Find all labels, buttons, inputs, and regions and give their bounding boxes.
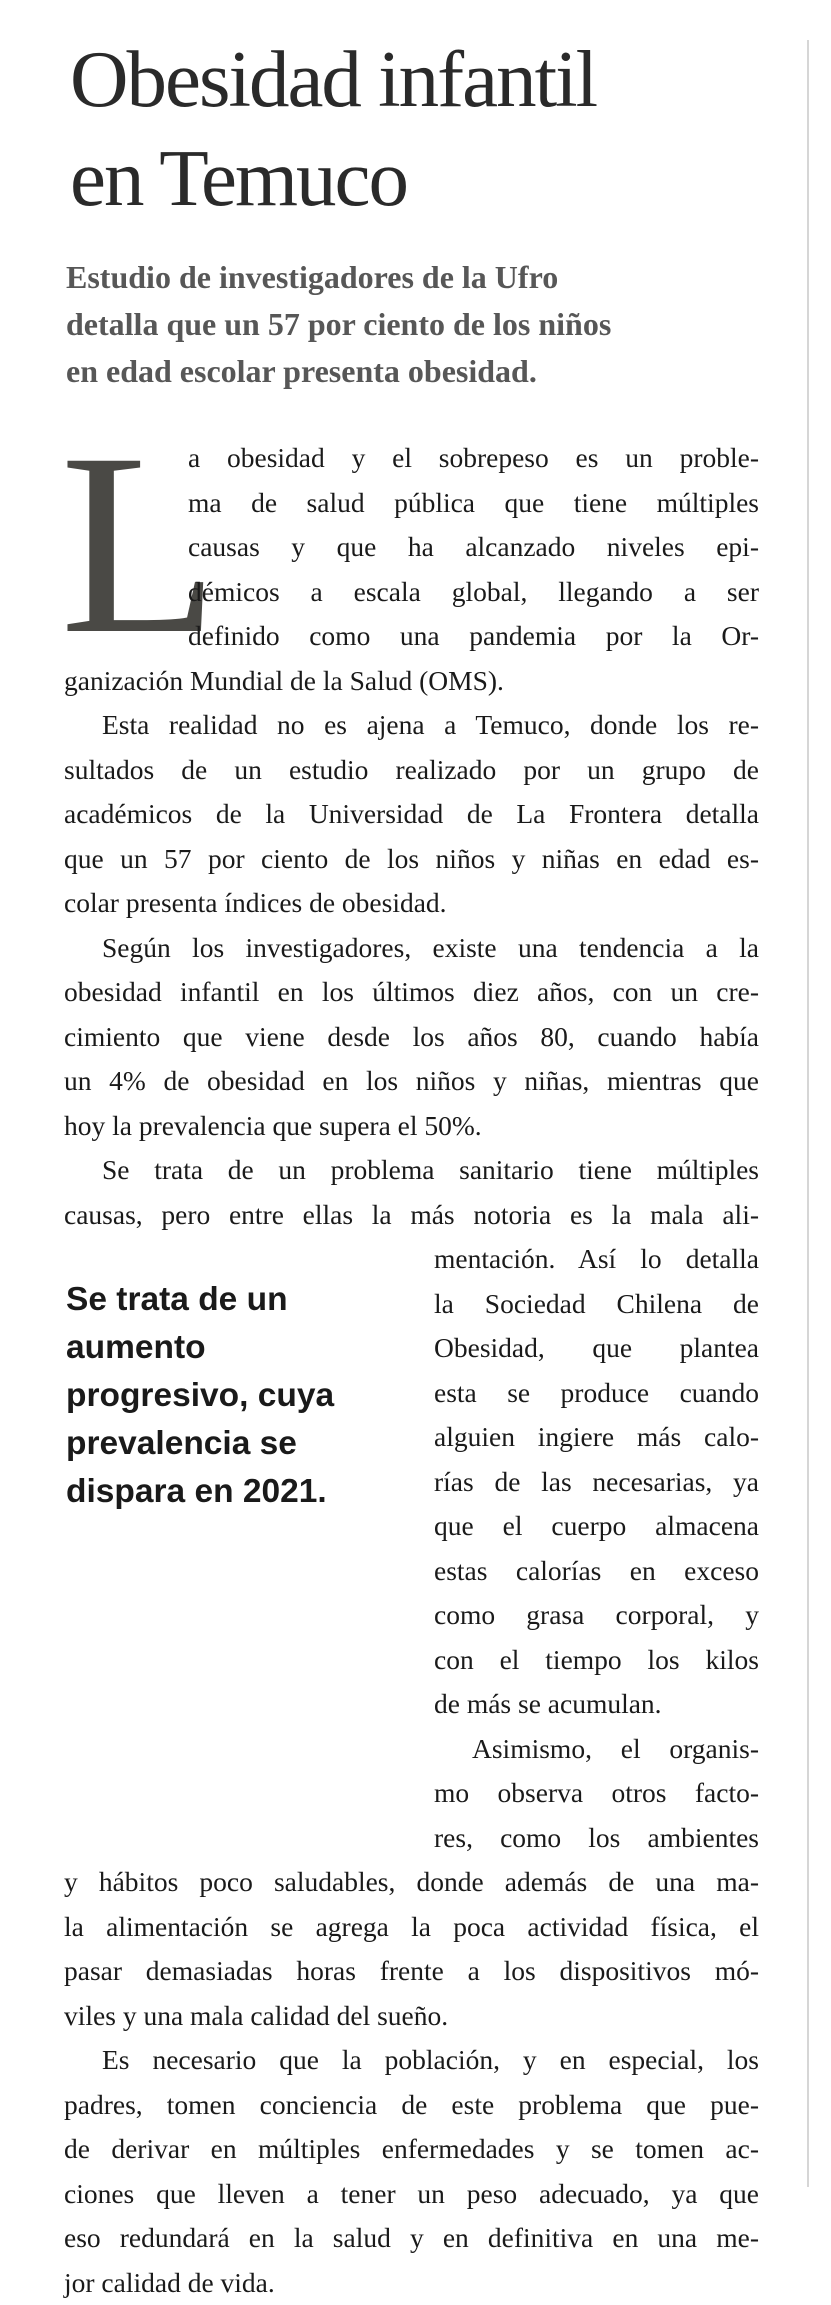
body-line: hoy la prevalencia que supera el 50%. (64, 1104, 759, 1149)
body-line: académicos de la Universidad de La Frontera detalla (64, 792, 759, 837)
drop-cap: L (60, 446, 230, 642)
body-line: Se trata de un problema sanitario tiene múltiples (64, 1148, 759, 1193)
body-line: pasar demasiadas horas frente a los dispositivos mó- (64, 1949, 759, 1994)
body-line: la alimentación se agrega la poca actividad física, el (64, 1905, 759, 1950)
body-line: mentación. Así lo detalla (64, 1237, 759, 1282)
pull-quote-line: aumento (66, 1324, 386, 1372)
body-line: Obesidad, que plantea (64, 1326, 759, 1371)
column-divider (807, 40, 809, 2187)
pull-quote-line: Se trata de un (66, 1276, 386, 1324)
body-line: colar presenta índices de obesidad. (64, 881, 759, 926)
body-line: mo observa otros facto- (64, 1771, 759, 1816)
body-line: un 4% de obesidad en los niños y niñas, mientras que (64, 1059, 759, 1104)
subheadline (66, 254, 786, 395)
headline-line: Obesidad infantil (70, 30, 790, 129)
body-line: sultados de un estudio realizado por un grupo de (64, 748, 759, 793)
body-line: Según los investigadores, existe una tendencia a la (64, 926, 759, 971)
subheadline-line: en edad escolar presenta obesidad. (66, 348, 786, 395)
body-line: démicos a escala global, llegando a ser (64, 570, 759, 615)
body-line: que un 57 por ciento de los niños y niñas en edad es- (64, 837, 759, 882)
body-line: obesidad infantil en los últimos diez años, con un cre- (64, 970, 759, 1015)
body-line: viles y una mala calidad del sueño. (64, 1994, 759, 2039)
body-line: definido como una pandemia por la Or- (64, 614, 759, 659)
body-line: ciones que lleven a tener un peso adecuado, ya que (64, 2172, 759, 2217)
body-line: estas calorías en exceso (64, 1549, 759, 1594)
article-body (64, 436, 759, 2305)
body-line: causas, pero entre ellas la más notoria es la mala ali- (64, 1193, 759, 1238)
body-line: y hábitos poco saludables, donde además de una ma- (64, 1860, 759, 1905)
body-line: con el tiempo los kilos (64, 1638, 759, 1683)
subheadline-line: detalla que un 57 por ciento de los niños (66, 301, 786, 348)
body-line: padres, tomen conciencia de este problema que pue- (64, 2083, 759, 2128)
body-line: cimiento que viene desde los años 80, cuando había (64, 1015, 759, 1060)
body-line: ganización Mundial de la Salud (OMS). (64, 659, 759, 704)
body-line: rías de las necesarias, ya (64, 1460, 759, 1505)
headline-line: en Temuco (70, 129, 790, 228)
body-line: esta se produce cuando (64, 1371, 759, 1416)
body-line: a obesidad y el sobrepeso es un proble- (64, 436, 759, 481)
body-line: ma de salud pública que tiene múltiples (64, 481, 759, 526)
body-line: jor calidad de vida. (64, 2261, 759, 2305)
body-line: que el cuerpo almacena (64, 1504, 759, 1549)
headline (70, 30, 790, 228)
body-line: causas y que ha alcanzado niveles epi- (64, 525, 759, 570)
body-line: res, como los ambientes (64, 1816, 759, 1861)
body-line: alguien ingiere más calo- (64, 1415, 759, 1460)
body-line: de más se acumulan. (64, 1682, 759, 1727)
body-line: eso redundará en la salud y en definitiva en una me- (64, 2216, 759, 2261)
pull-quote-line: prevalencia se (66, 1420, 386, 1468)
body-line: Asimismo, el organis- (64, 1727, 759, 1772)
subheadline-line: Estudio de investigadores de la Ufro (66, 254, 786, 301)
body-line: Esta realidad no es ajena a Temuco, donde los re- (64, 703, 759, 748)
body-line: Es necesario que la población, y en especial, los (64, 2038, 759, 2083)
body-line: como grasa corporal, y (64, 1593, 759, 1638)
body-line: la Sociedad Chilena de (64, 1282, 759, 1327)
body-line: de derivar en múltiples enfermedades y se tomen ac- (64, 2127, 759, 2172)
pull-quote-line: progresivo, cuya (66, 1372, 386, 1420)
pull-quote-line: dispara en 2021. (66, 1468, 386, 1516)
